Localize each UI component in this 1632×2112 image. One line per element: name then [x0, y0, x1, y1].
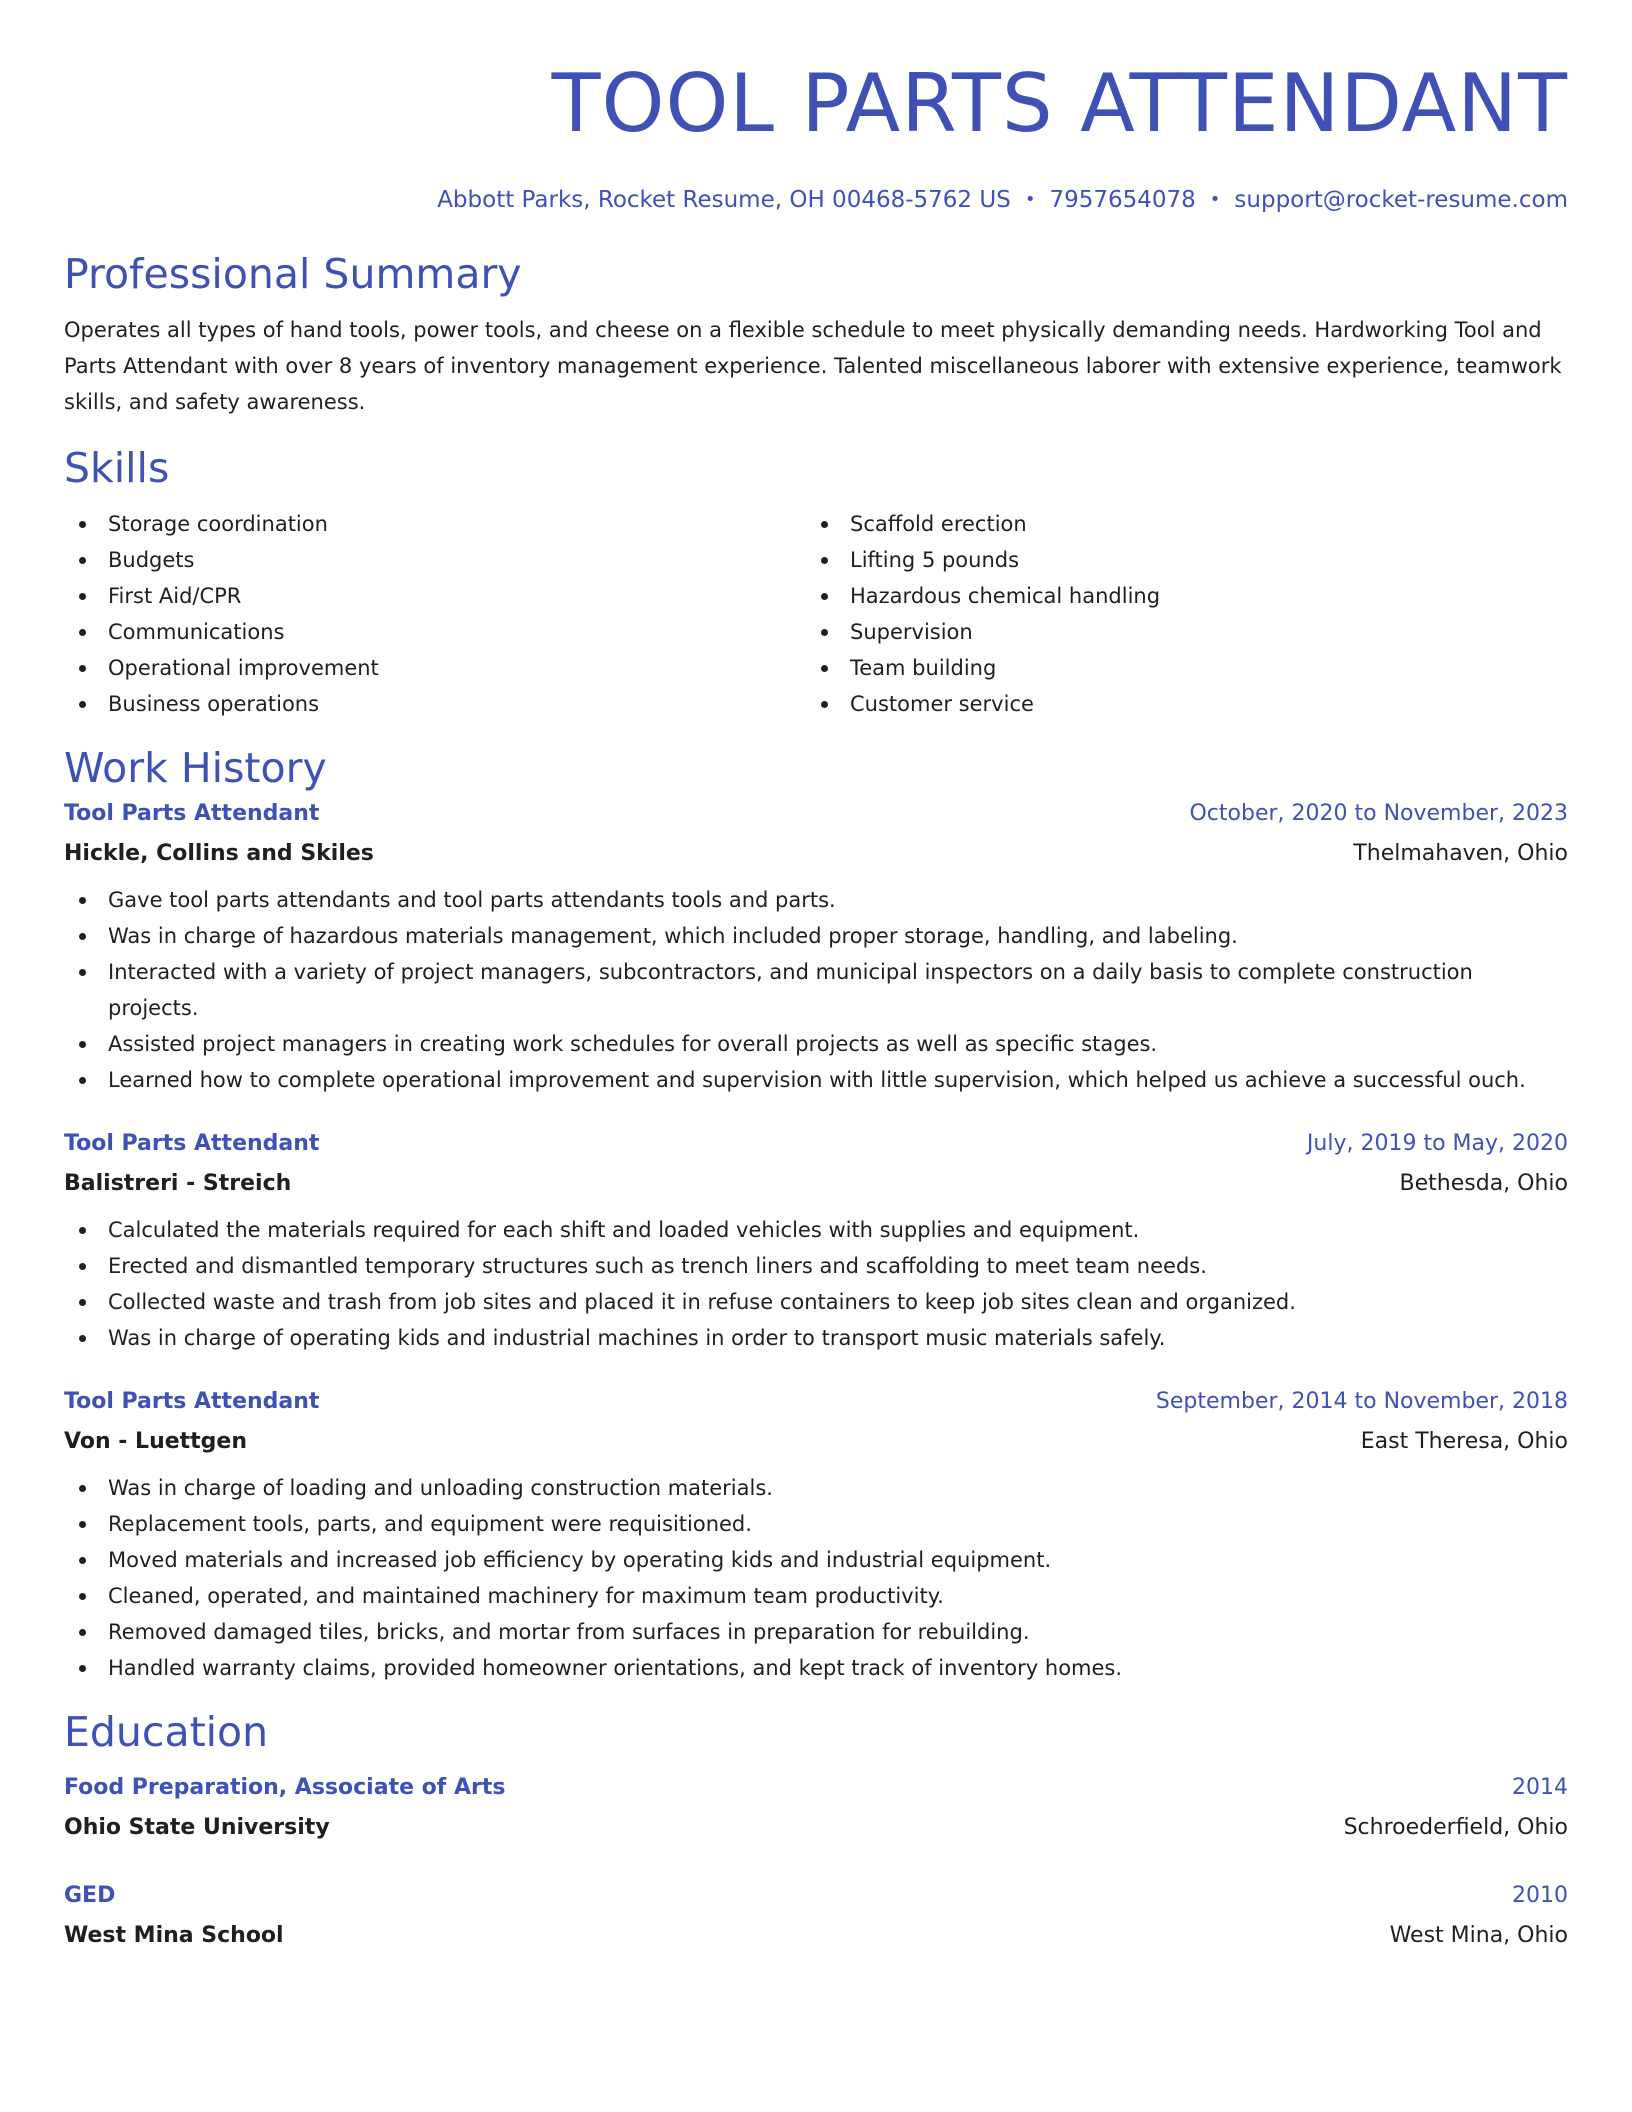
- education-year: 2010: [1512, 1883, 1568, 1908]
- duty-item: Gave tool parts attendants and tool parts attendants tools and parts.: [64, 882, 1568, 918]
- job-company-row: [64, 1422, 1568, 1462]
- contact-address: Abbott Parks, Rocket Resume, OH 00468-5762 US: [437, 187, 1011, 213]
- job-dates: September, 2014 to November, 2018: [1155, 1389, 1568, 1414]
- job-entry: [64, 1124, 1568, 1356]
- duty-item: Replacement tools, parts, and equipment were requisitioned.: [64, 1506, 1568, 1542]
- duty-item: Assisted project managers in creating work schedules for overall projects as well as specific stages.: [64, 1026, 1568, 1062]
- job-entry: [64, 1382, 1568, 1686]
- skill-item: Storage coordination: [64, 506, 816, 542]
- duty-item: Was in charge of loading and unloading construction materials.: [64, 1470, 1568, 1506]
- summary-text: Operates all types of hand tools, power tools, and cheese on a flexible schedule to meet physically demanding needs. Hardworking Tool and Parts Attendant with over 8 years of inventory management experience. Talented miscellaneous laborer with extensive experience, teamwork skills, and safety awareness.: [64, 318, 1562, 414]
- education-year: 2014: [1512, 1775, 1568, 1800]
- duty-item: Was in charge of hazardous materials management, which included proper storage, handling, and labeling.: [64, 918, 1568, 954]
- skill-item: Business operations: [64, 686, 816, 722]
- job-header-row: [64, 1124, 1568, 1164]
- education-degree: GED: [64, 1883, 116, 1908]
- skills-column-right: [806, 506, 1558, 722]
- education-header-row: [64, 1876, 1568, 1916]
- job-role: Tool Parts Attendant: [64, 1389, 320, 1414]
- job-location: Bethesda, Ohio: [1399, 1171, 1568, 1196]
- job-role: Tool Parts Attendant: [64, 1131, 320, 1156]
- skills-list: [64, 506, 1568, 722]
- resume-header: [64, 56, 1568, 214]
- job-entry: [64, 794, 1568, 1098]
- skill-item: Scaffold erection: [806, 506, 1558, 542]
- skills-column-left: [64, 506, 816, 722]
- job-duties: [64, 1470, 1568, 1686]
- education-entry: [64, 1876, 1568, 1956]
- contact-separator: •: [1024, 189, 1036, 210]
- job-company-row: [64, 1164, 1568, 1204]
- duty-item: Moved materials and increased job efficiency by operating kids and industrial equipment.: [64, 1542, 1568, 1578]
- duty-item: Learned how to complete operational improvement and supervision with little supervision, which helped us achieve a successful ouch.: [64, 1062, 1568, 1098]
- job-dates: October, 2020 to November, 2023: [1189, 801, 1568, 826]
- job-duties: [64, 882, 1568, 1098]
- education-degree: Food Preparation, Associate of Arts: [64, 1775, 506, 1800]
- job-company: Hickle, Collins and Skiles: [64, 841, 374, 866]
- skill-item: Team building: [806, 650, 1558, 686]
- skill-item: Customer service: [806, 686, 1558, 722]
- skill-item: First Aid/CPR: [64, 578, 816, 614]
- section-title-work-history: Work History: [64, 744, 327, 792]
- section-title-education: Education: [64, 1708, 269, 1756]
- candidate-title: TOOL PARTS ATTENDANT: [551, 57, 1568, 150]
- duty-item: Interacted with a variety of project managers, subcontractors, and municipal inspectors on a daily basis to complete construction projects.: [64, 954, 1568, 1026]
- job-company: Balistreri - Streich: [64, 1171, 292, 1196]
- education-school: Ohio State University: [64, 1815, 330, 1840]
- job-header-row: [64, 794, 1568, 834]
- contact-line: [64, 186, 1568, 214]
- contact-separator: •: [1209, 189, 1221, 210]
- job-location: East Theresa, Ohio: [1360, 1429, 1568, 1454]
- education-school: West Mina School: [64, 1923, 284, 1948]
- duty-item: Collected waste and trash from job sites and placed it in refuse containers to keep job sites clean and organized.: [64, 1284, 1568, 1320]
- skill-item: Hazardous chemical handling: [806, 578, 1558, 614]
- section-title-skills: Skills: [64, 444, 170, 492]
- duty-item: Was in charge of operating kids and industrial machines in order to transport music materials safely.: [64, 1320, 1568, 1356]
- duty-item: Removed damaged tiles, bricks, and mortar from surfaces in preparation for rebuilding.: [64, 1614, 1568, 1650]
- education-location: Schroederfield, Ohio: [1343, 1815, 1568, 1840]
- education-entry: [64, 1768, 1568, 1848]
- job-dates: July, 2019 to May, 2020: [1306, 1131, 1568, 1156]
- skill-item: Operational improvement: [64, 650, 816, 686]
- contact-phone: 7957654078: [1049, 187, 1196, 213]
- duty-item: Handled warranty claims, provided homeowner orientations, and kept track of inventory homes.: [64, 1650, 1568, 1686]
- skill-item: Supervision: [806, 614, 1558, 650]
- duty-item: Cleaned, operated, and maintained machinery for maximum team productivity.: [64, 1578, 1568, 1614]
- duty-item: Calculated the materials required for each shift and loaded vehicles with supplies and equipment.: [64, 1212, 1568, 1248]
- job-duties: [64, 1212, 1568, 1356]
- job-company-row: [64, 834, 1568, 874]
- education-location: West Mina, Ohio: [1389, 1923, 1568, 1948]
- skill-item: Communications: [64, 614, 816, 650]
- section-title-summary: Professional Summary: [64, 250, 522, 298]
- skill-item: Lifting 5 pounds: [806, 542, 1558, 578]
- education-school-row: [64, 1916, 1568, 1956]
- job-location: Thelmahaven, Ohio: [1353, 841, 1568, 866]
- job-company: Von - Luettgen: [64, 1429, 248, 1454]
- job-header-row: [64, 1382, 1568, 1422]
- education-header-row: [64, 1768, 1568, 1808]
- contact-email: support@rocket-resume.com: [1234, 187, 1568, 213]
- education-school-row: [64, 1808, 1568, 1848]
- duty-item: Erected and dismantled temporary structures such as trench liners and scaffolding to meet team needs.: [64, 1248, 1568, 1284]
- job-role: Tool Parts Attendant: [64, 801, 320, 826]
- skill-item: Budgets: [64, 542, 816, 578]
